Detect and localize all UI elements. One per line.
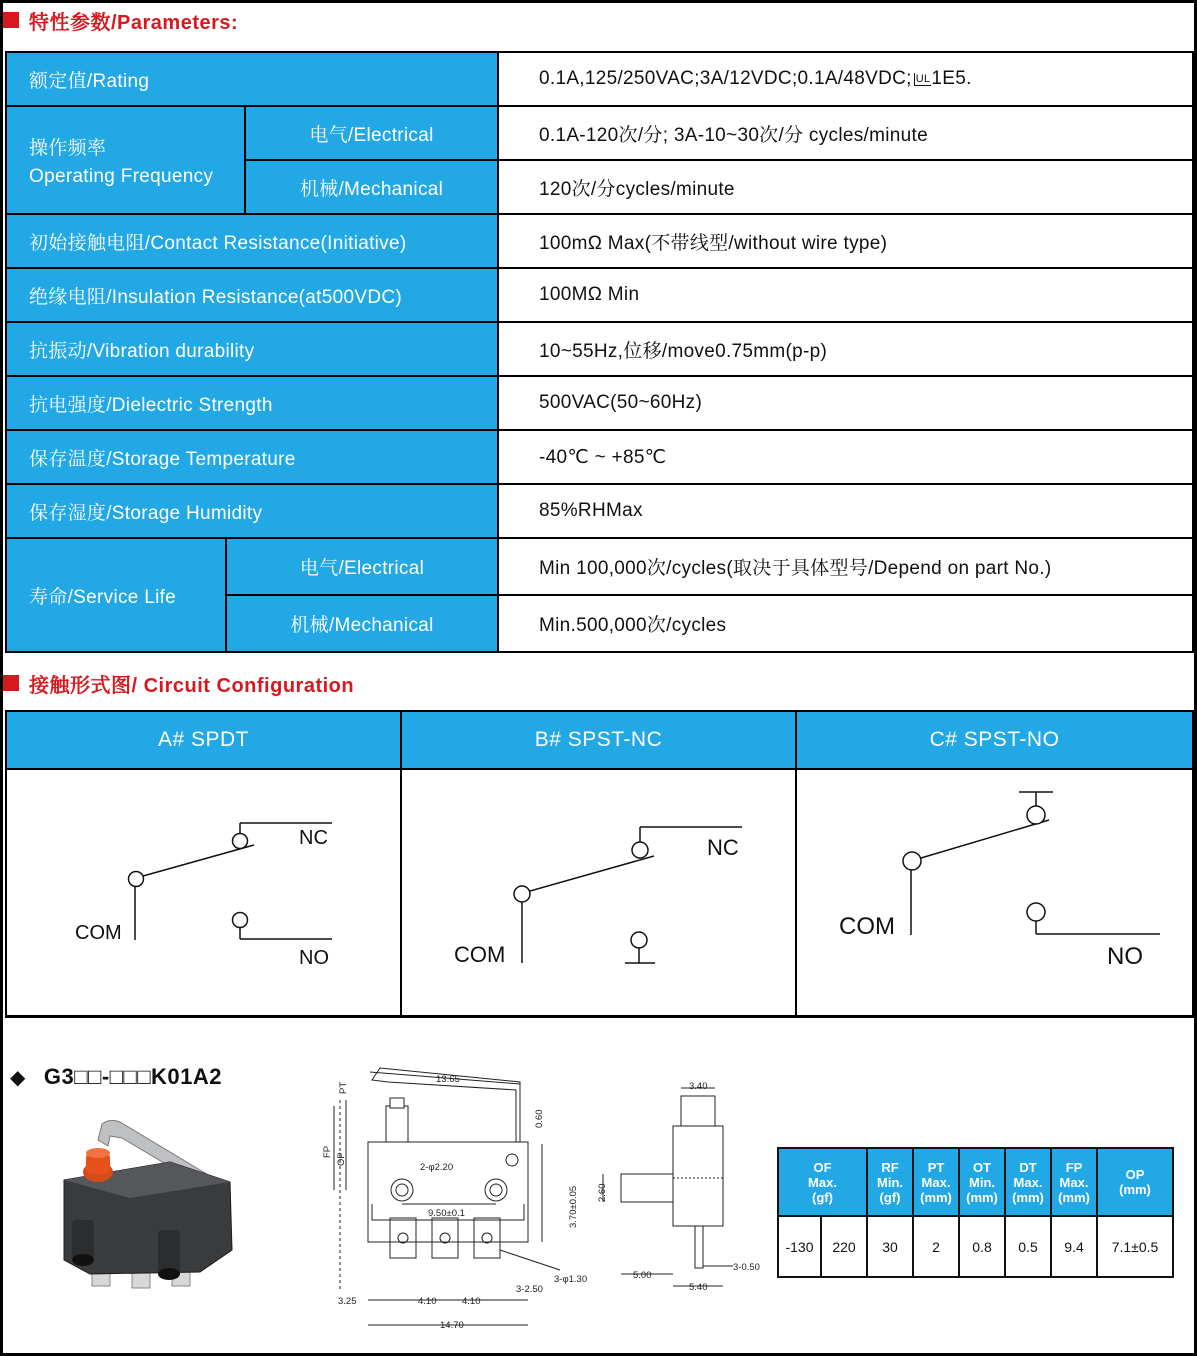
cell-op: 7.1±0.5 (1098, 1217, 1172, 1276)
dielectric-strength-label: 抗电强度/Dielectric Strength (7, 377, 497, 429)
dim-5-00: 5.00 (633, 1270, 652, 1281)
dim-pt: PT (338, 1081, 349, 1094)
col-header-fp: FP Max. (mm) (1052, 1149, 1096, 1215)
service-life-electrical-label: 电气/Electrical (227, 539, 497, 594)
contact-resistance-value: 100mΩ Max(不带线型/without wire type) (499, 215, 1192, 267)
cell-of-min: -130 (779, 1217, 820, 1276)
dim-height: 3.70±0.05 (568, 1185, 579, 1228)
cell-of-max: 220 (822, 1217, 866, 1276)
dim-13-65: 13.65 (436, 1074, 460, 1085)
dim-14-70: 14.70 (440, 1320, 464, 1331)
dim-4-10-b: 4.10 (462, 1296, 481, 1307)
circuit-b-title: B# SPST-NC (402, 712, 795, 768)
dim-fp: FP (322, 1145, 333, 1158)
rating-value: 0.1A,125/250VAC;3A/12VDC;0.1A/48VDC; UL 1E5. (499, 53, 1192, 105)
no-label: NO (1107, 943, 1143, 970)
insulation-resistance-label: 绝缘电阻/Insulation Resistance(at500VDC) (7, 269, 497, 321)
op-freq-mechanical-label: 机械/Mechanical (246, 161, 497, 213)
op-freq-electrical-value: 0.1A-120次/分; 3A-10~30次/分 cycles/minute (499, 107, 1192, 159)
cell-rf: 30 (868, 1217, 912, 1276)
spst-no-schematic (797, 770, 1192, 1015)
circuit-b-diagram (402, 770, 795, 1015)
dim-4-10-a: 4.10 (418, 1296, 437, 1307)
diamond-bullet-icon: ◆ (10, 1066, 26, 1089)
spdt-schematic (7, 770, 400, 1015)
operating-frequency-label: 操作频率 Operating Frequency (7, 107, 244, 213)
col-header-ot: OT Min. (mm) (960, 1149, 1004, 1215)
spst-nc-schematic (402, 770, 795, 1015)
col-header-of: OF Max. (gf) (779, 1149, 866, 1215)
com-label: COM (75, 922, 122, 944)
dim-0-60: 0.60 (534, 1109, 545, 1128)
storage-temperature-label: 保存温度/Storage Temperature (7, 431, 497, 483)
contact-resistance-label: 初始接触电阻/Contact Resistance(Initiative) (7, 215, 497, 267)
operating-characteristics-table (777, 1147, 1174, 1278)
circuit-a-diagram (7, 770, 400, 1015)
cell-ot: 0.8 (960, 1217, 1004, 1276)
circuit-c-title: C# SPST-NO (797, 712, 1192, 768)
col-header-op: OP (mm) (1098, 1149, 1172, 1215)
dimension-drawing-front (320, 1060, 588, 1340)
service-life-mechanical-label: 机械/Mechanical (227, 596, 497, 651)
op-freq-electrical-label: 电气/Electrical (246, 107, 497, 159)
rating-label: 额定值/Rating (7, 53, 497, 105)
cell-pt: 2 (914, 1217, 958, 1276)
col-header-rf: RF Min. (gf) (868, 1149, 912, 1215)
vibration-label: 抗振动/Vibration durability (7, 323, 497, 375)
dim-terminal-hole: 3-φ1.30 (554, 1274, 588, 1285)
col-header-pt: PT Max. (mm) (914, 1149, 958, 1215)
parameters-section-title: 特性参数/Parameters: (3, 2, 238, 38)
parameters-table (5, 51, 1194, 653)
service-life-electrical-value: Min 100,000次/cycles(取决于具体型号/Depend on part No.) (499, 539, 1192, 594)
dimension-drawing-side (585, 1078, 775, 1298)
nc-label: NC (707, 835, 739, 860)
storage-humidity-value: 85%RHMax (499, 485, 1192, 537)
service-life-label: 寿命/Service Life (7, 539, 225, 651)
dielectric-strength-value: 500VAC(50~60Hz) (499, 377, 1192, 429)
dim-hole: 2-φ2.20 (420, 1162, 454, 1173)
dim-pitch: 9.50±0.1 (428, 1208, 465, 1219)
insulation-resistance-value: 100MΩ Min (499, 269, 1192, 321)
dim-2-60: 2.60 (597, 1183, 608, 1202)
service-life-mechanical-value: Min.500,000次/cycles (499, 596, 1192, 651)
no-label: NO (299, 947, 329, 969)
op-freq-mechanical-value: 120次/分cycles/minute (499, 161, 1192, 213)
circuit-section-title: 接触形式图/ Circuit Configuration (3, 665, 354, 701)
cell-fp: 9.4 (1052, 1217, 1096, 1276)
col-header-dt: DT Max. (mm) (1006, 1149, 1050, 1215)
dim-3-40: 3.40 (689, 1081, 708, 1092)
circuit-c-diagram (797, 770, 1192, 1015)
cell-dt: 0.5 (1006, 1217, 1050, 1276)
circuit-a-title: A# SPDT (7, 712, 400, 768)
dim-3-0-50: 3-0.50 (733, 1262, 760, 1273)
vibration-value: 10~55Hz,位移/move0.75mm(p-p) (499, 323, 1192, 375)
com-label: COM (454, 942, 506, 967)
dim-terminal-width: 3-2.50 (516, 1284, 543, 1295)
storage-humidity-label: 保存湿度/Storage Humidity (7, 485, 497, 537)
dim-3-25: 3.25 (338, 1296, 357, 1307)
dim-5-40: 5.40 (689, 1282, 708, 1293)
ul-mark-icon: UL (915, 72, 931, 85)
red-square-icon (3, 675, 19, 691)
switch-product-photo (50, 1110, 250, 1290)
dim-op: OP (336, 1152, 347, 1166)
nc-label: NC (299, 827, 328, 849)
red-square-icon (3, 12, 19, 28)
com-label: COM (839, 913, 895, 940)
model-number: ◆ G3□□-□□□K01A2 (10, 1064, 222, 1089)
storage-temperature-value: -40℃ ~ +85℃ (499, 431, 1192, 483)
circuit-configuration-table (5, 710, 1194, 1018)
